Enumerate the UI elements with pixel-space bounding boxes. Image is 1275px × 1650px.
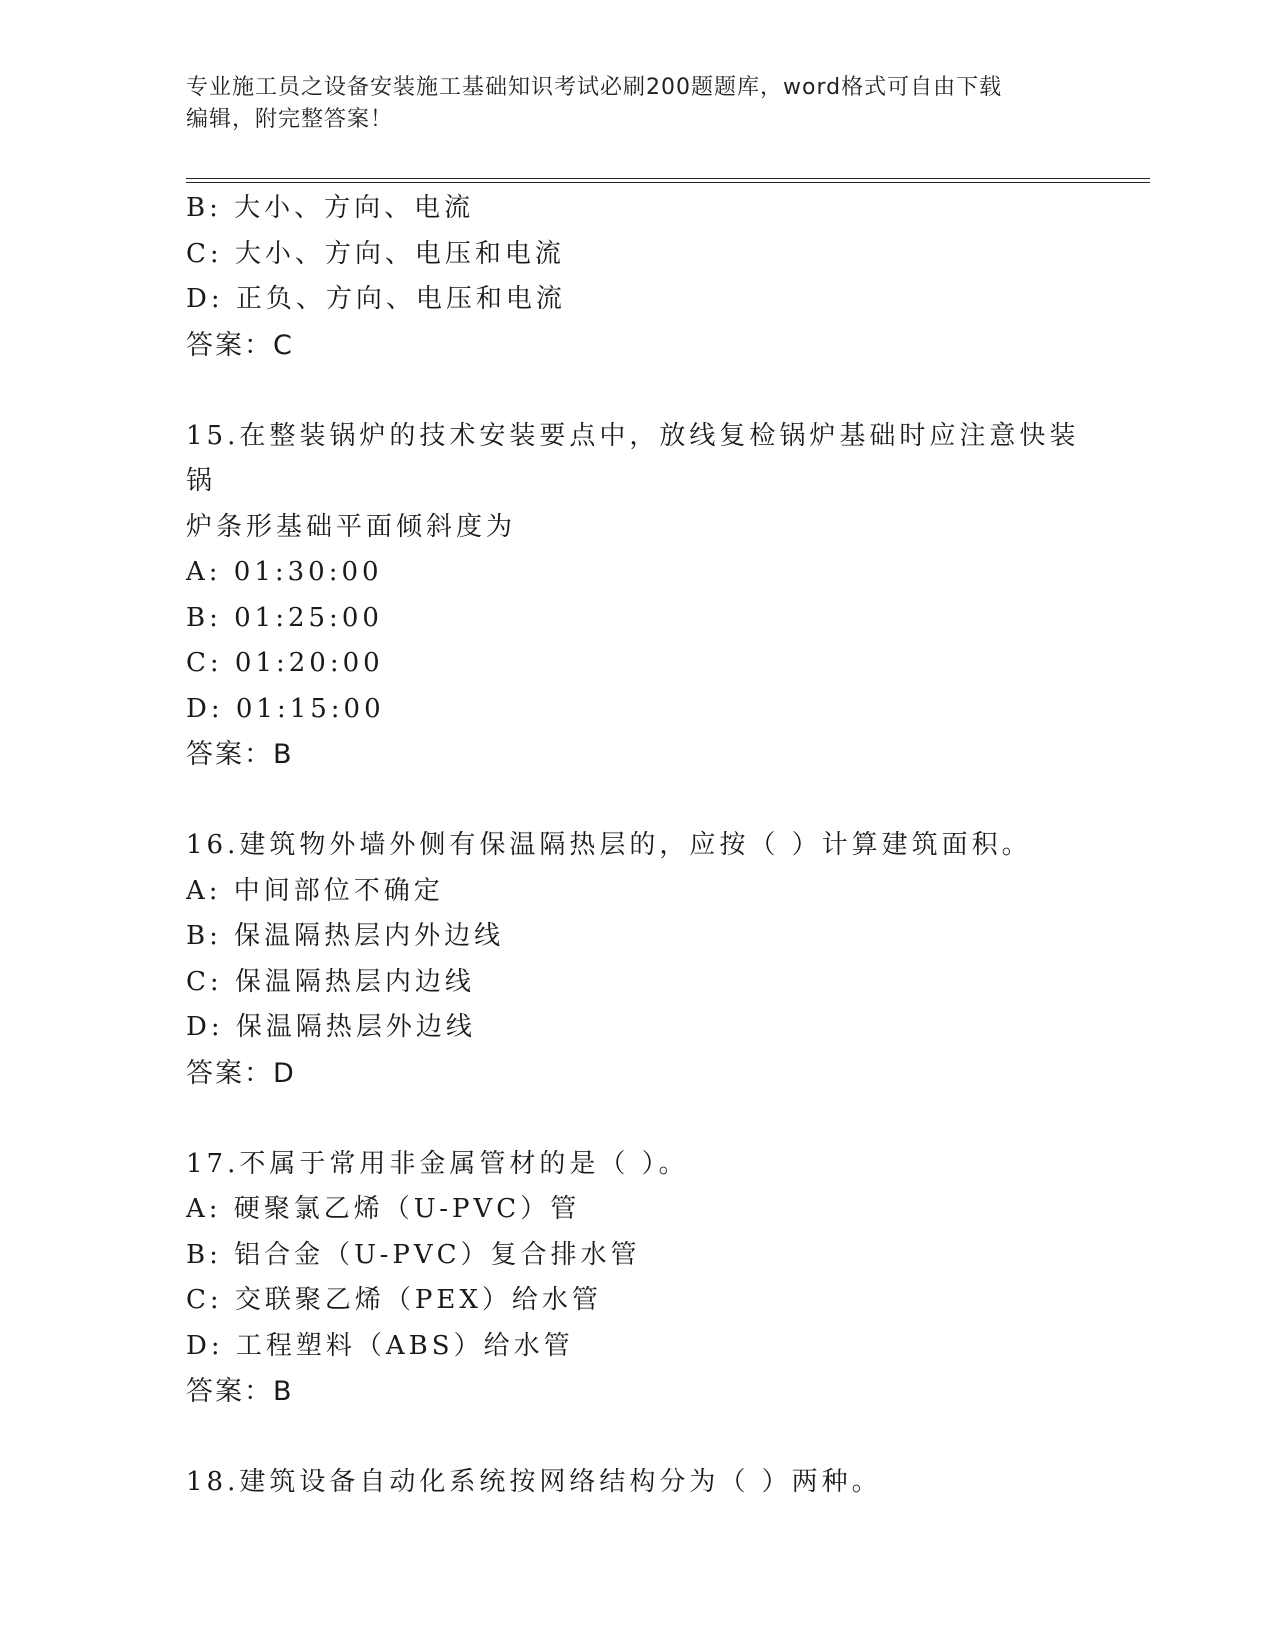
question-16 [186,823,1086,1096]
answer: 答案：D [186,1057,296,1089]
option-c: C: 保温隔热层内边线 [186,966,475,997]
option-a: A: 01:30:00 [186,557,383,587]
option-d: D: 正负、方向、电压和电流 [186,284,566,314]
header-title-line-1: 专业施工员之设备安装施工基础知识考试必刷200题题库，word格式可自由下载 [186,75,1003,100]
spacer [186,1415,1086,1461]
option-b: B: 大小、方向、电流 [186,193,475,223]
option-a: A: 中间部位不确定 [186,875,444,906]
question-18 [186,1460,1086,1506]
question-17 [186,1142,1086,1415]
option-d: D: 01:15:00 [186,693,385,724]
spacer [186,778,1086,824]
question-stem-line-2: 炉条形基础平面倾斜度为 [186,511,517,542]
option-d: D: 保温隔热层外边线 [186,1012,476,1042]
header-divider-top [186,178,1150,179]
option-b: B: 01:25:00 [186,602,383,633]
document-header [186,72,1086,136]
question-stem-line-1: 15.在整装锅炉的技术安装要点中，放线复检锅炉基础时应注意快装锅 [186,420,1080,496]
answer: 答案：B [186,739,294,770]
answer: 答案：C [186,329,294,361]
question-15 [186,414,1086,778]
option-c: C: 大小、方向、电压和电流 [186,238,565,269]
answer: 答案：B [186,1376,294,1407]
option-d: D: 工程塑料（ABS）给水管 [186,1330,574,1361]
header-divider-bottom [186,182,1150,183]
question-stem: 16.建筑物外墙外侧有保温隔热层的，应按（ ）计算建筑面积。 [186,830,1032,860]
header-title-line-2: 编辑，附完整答案！ [186,107,394,132]
option-a: A: 硬聚氯乙烯（U-PVC）管 [186,1194,581,1224]
spacer [186,1096,1086,1142]
option-c: C: 01:20:00 [186,648,384,678]
spacer [186,368,1086,414]
question-14 [186,186,1086,368]
question-stem: 17.不属于常用非金属管材的是（ ）。 [186,1148,689,1179]
option-c: C: 交联聚乙烯（PEX）给水管 [186,1285,602,1315]
option-b: B: 铝合金（U-PVC）复合排水管 [186,1239,641,1270]
option-b: B: 保温隔热层内外边线 [186,921,505,951]
question-list [186,186,1086,1506]
question-stem: 18.建筑设备自动化系统按网络结构分为（ ）两种。 [186,1467,882,1497]
